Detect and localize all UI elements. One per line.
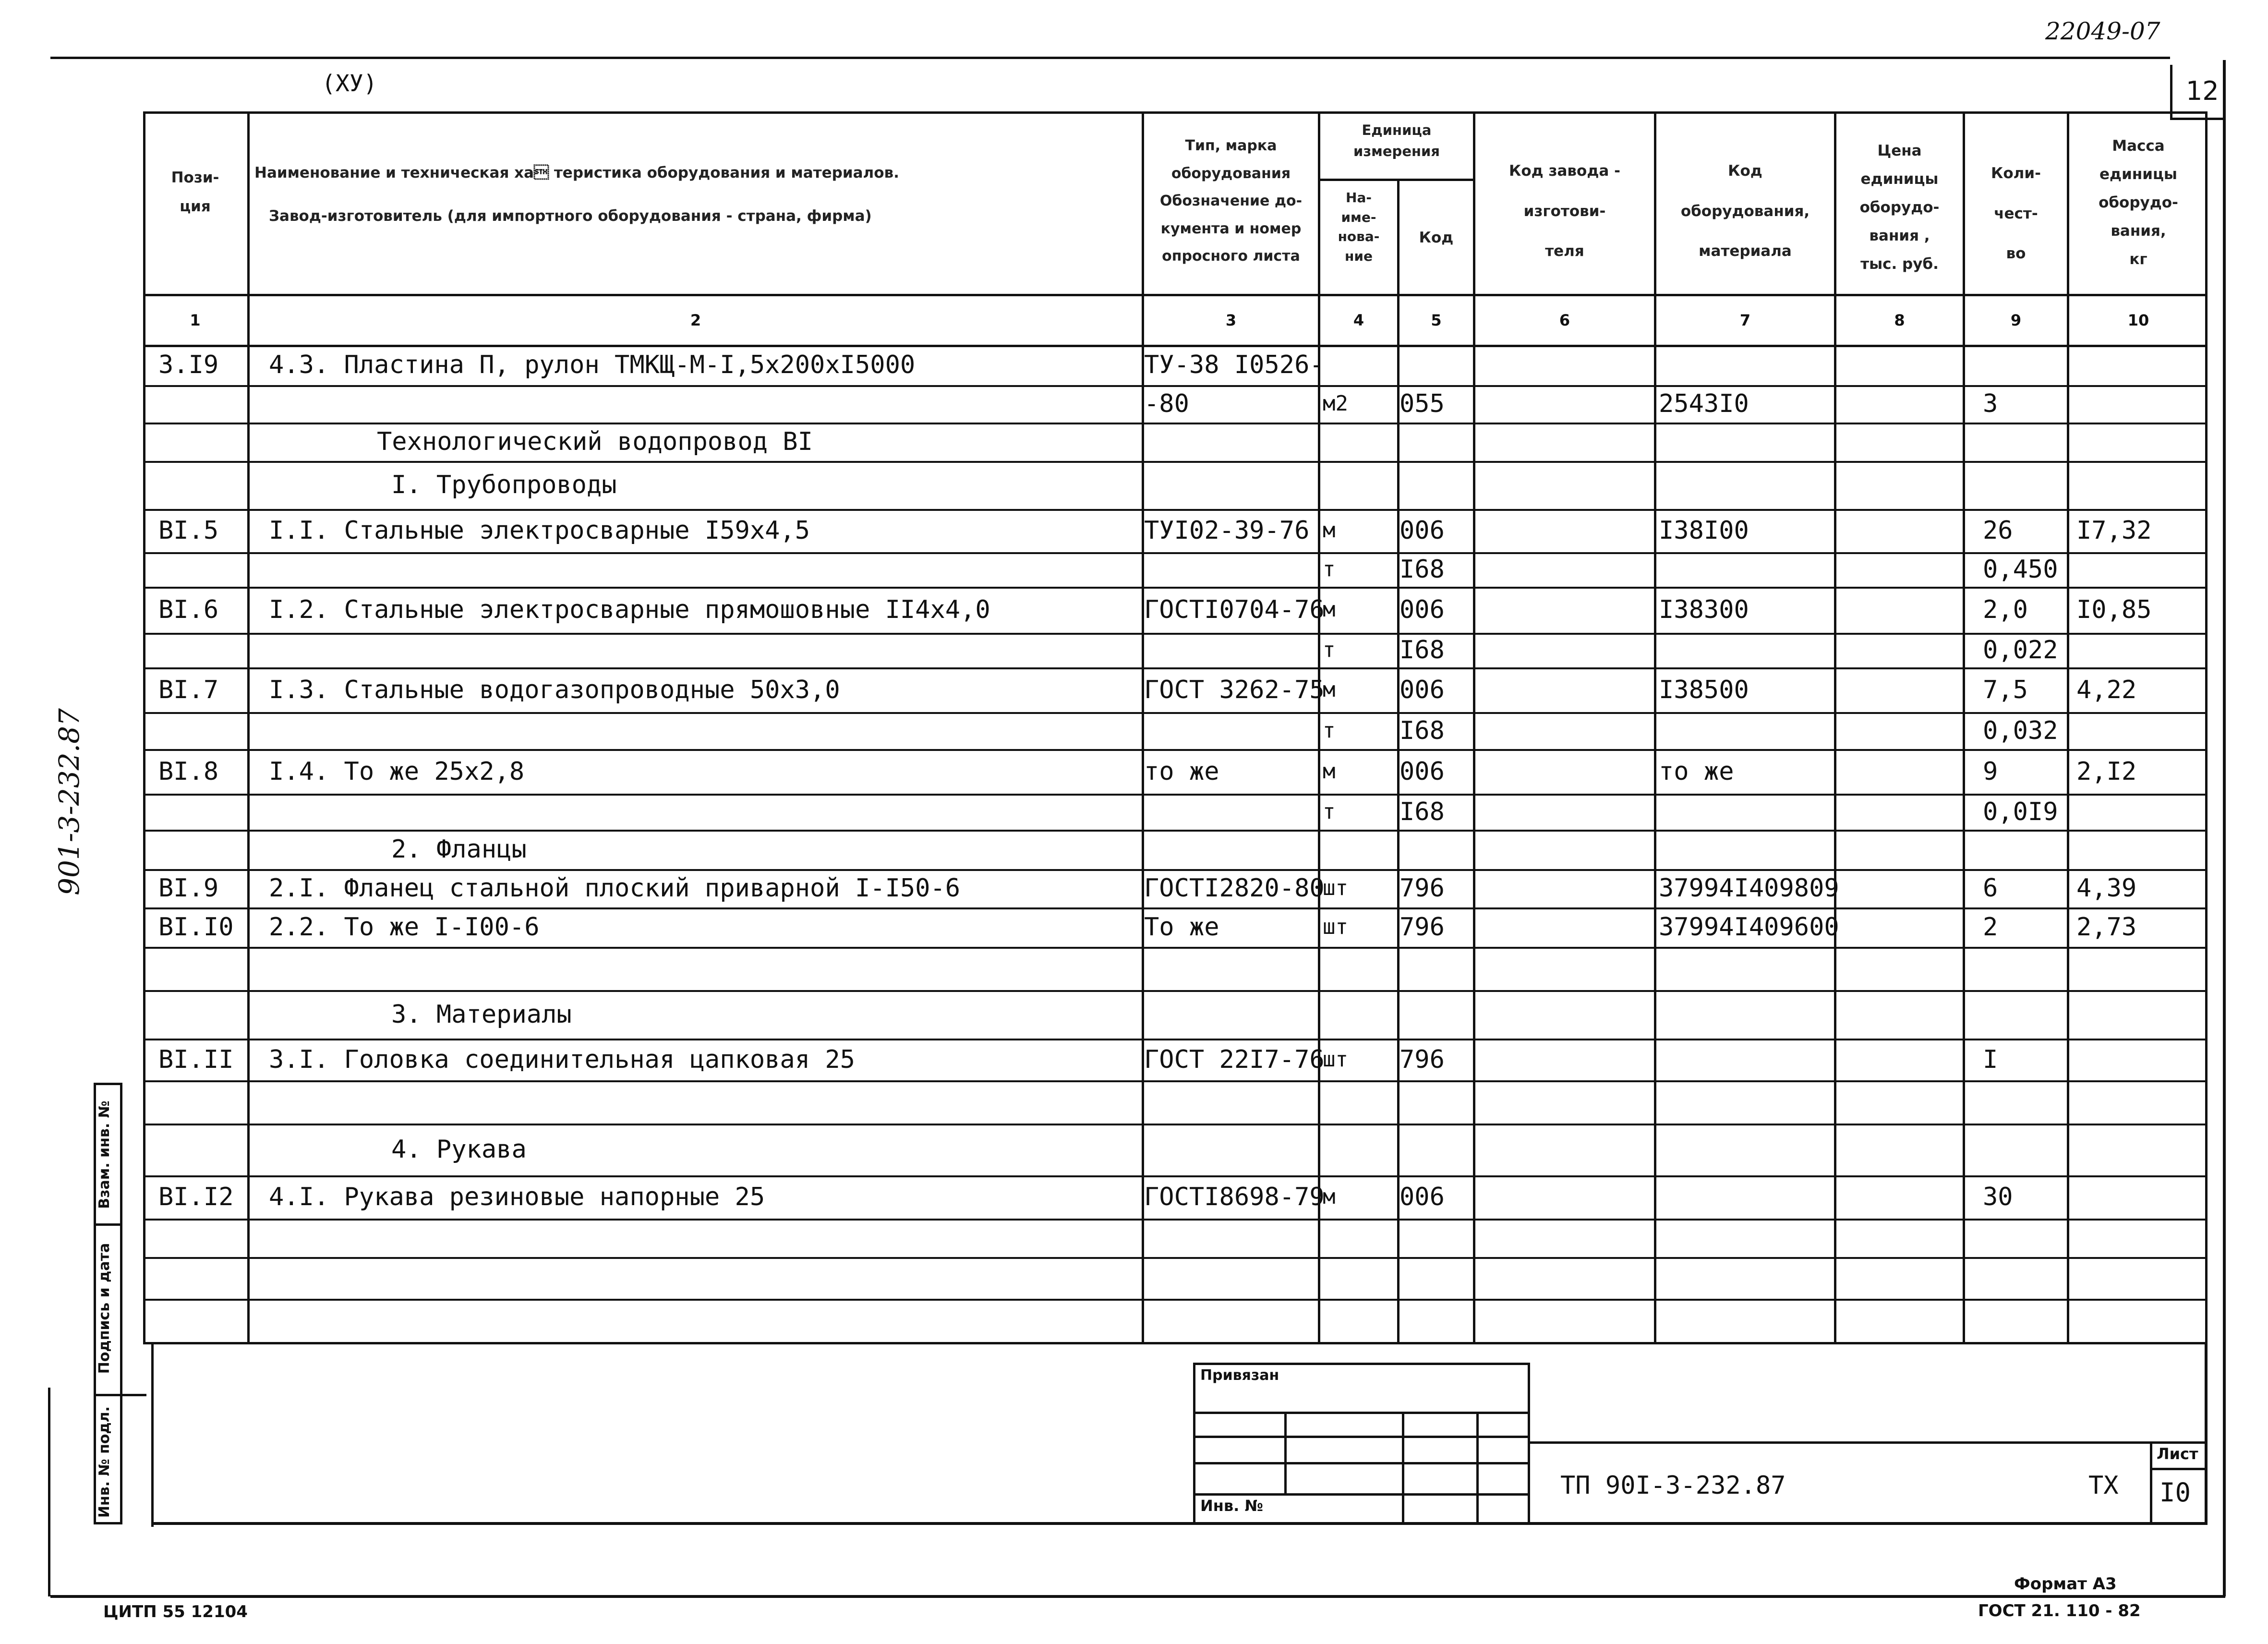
cell-unit: шт — [1323, 1047, 1348, 1072]
list-number: I0 — [2159, 1477, 2191, 1508]
cell-mass: 4,22 — [2076, 675, 2137, 704]
list-box-line — [2150, 1468, 2208, 1470]
cell-qty: 0,032 — [1983, 716, 2058, 745]
cell-ucode: 006 — [1399, 757, 1445, 786]
cell-pos: ВI.6 — [158, 595, 219, 624]
header-price: Цена единицы оборудо- вания , тыс. руб. — [1859, 142, 1940, 273]
footer-left: ЦИТП 55 12104 — [103, 1602, 248, 1621]
row-line — [143, 509, 2208, 511]
col-line — [1142, 111, 1144, 1344]
cell-code: 37994I409809 — [1659, 874, 1839, 903]
footer-gost: ГОСТ 21. 110 - 82 — [1978, 1601, 2141, 1620]
cell-qty: 0,022 — [1983, 636, 2058, 665]
header-name-line1: Наименование и техническая ха теристика оборудования и материалов. — [254, 164, 899, 181]
cell-ucode: 006 — [1399, 516, 1445, 545]
cell-ucode: 006 — [1399, 1183, 1445, 1211]
cell-code: I38I00 — [1659, 516, 1749, 545]
doc-code: ТП 90I-3-232.87 — [1560, 1471, 1786, 1500]
colnum-bottom-line — [143, 345, 2208, 347]
privyazan-line — [1402, 1412, 1404, 1524]
row-line — [143, 712, 2208, 714]
side-stamp-line — [120, 1083, 122, 1524]
header-unit-name: На- име- нова- ние — [1338, 190, 1380, 264]
row-line — [143, 587, 2208, 589]
privyazan-line — [1476, 1412, 1479, 1524]
cell-name: 4. Рукава — [391, 1135, 527, 1164]
cell-code: I38500 — [1659, 675, 1749, 704]
col-line — [1654, 111, 1656, 1344]
row-line — [143, 667, 2208, 669]
row-line — [143, 633, 2208, 635]
col-line — [2067, 111, 2069, 1344]
cell-unit: м — [1323, 597, 1336, 622]
cell-ucode: 796 — [1399, 874, 1445, 903]
cell-doc: то же — [1144, 757, 1219, 786]
cell-name: I.2. Стальные электросварные прямошовные II4х4,0 — [269, 595, 990, 624]
cell-ucode: I68 — [1399, 555, 1445, 584]
row-line — [143, 461, 2208, 463]
cell-name: I. Трубопроводы — [391, 471, 617, 499]
cell-unit: т — [1323, 557, 1336, 581]
col-line — [1834, 111, 1836, 1344]
header-unit-group: Единица измерения — [1353, 122, 1440, 159]
row-line — [143, 385, 2208, 387]
title-block-line — [1530, 1441, 2208, 1444]
side-code: 901-3-232.87 — [53, 708, 85, 895]
col-line — [1963, 111, 1965, 1344]
cell-ucode: I68 — [1399, 716, 1445, 745]
cell-qty: 6 — [1983, 874, 1998, 903]
stamp-bottom-line — [151, 1522, 2208, 1525]
cell-mass: 2,I2 — [2076, 757, 2137, 786]
cell-doc: То же — [1144, 913, 1219, 942]
sheet-top-number: 12 — [2186, 76, 2219, 106]
row-line — [143, 1039, 2208, 1040]
cell-doc: ГОСТ 22I7-76 — [1144, 1045, 1325, 1074]
stamp-right-line — [2205, 1344, 2208, 1525]
cell-unit: м — [1323, 518, 1336, 543]
cell-name: 4.I. Рукава резиновые напорные 25 — [269, 1183, 765, 1211]
cell-mass: I7,32 — [2076, 516, 2152, 545]
col-number: 2 — [690, 311, 701, 329]
unit-group-line — [1318, 179, 1474, 181]
frame-top-line — [50, 57, 2170, 59]
privyazan-label: Привязан — [1200, 1367, 1279, 1384]
cell-pos: ВI.9 — [158, 874, 219, 903]
cell-pos: ВI.I2 — [158, 1183, 234, 1211]
header-doc: Тип, марка оборудования Обозначение до- кумента и номер опросного листа — [1159, 137, 1303, 265]
col-number: 1 — [190, 311, 201, 329]
cell-code: 37994I409600 — [1659, 913, 1839, 942]
side-stamp-podpis: Подпись и дата — [96, 1243, 113, 1374]
cell-name: I.4. То же 25х2,8 — [269, 757, 525, 786]
cell-name: I.I. Стальные электросварные I59х4,5 — [269, 516, 810, 545]
cell-unit: м — [1323, 677, 1336, 702]
header-bottom-line — [143, 294, 2208, 296]
col-number: 5 — [1431, 311, 1442, 329]
cell-name: I.3. Стальные водогазопроводные 50х3,0 — [269, 675, 840, 704]
row-line — [143, 907, 2208, 909]
header-factory-code: Код завода - изготови- теля — [1509, 162, 1620, 260]
cell-name: 2. Фланцы — [391, 835, 527, 864]
cell-qty: 0,0I9 — [1983, 797, 2058, 826]
col-number: 9 — [2010, 311, 2022, 329]
corner-mark: 22049-07 — [2045, 17, 2160, 45]
cell-pos: ВI.I0 — [158, 913, 234, 942]
section-code: ТХ — [2088, 1471, 2119, 1500]
stamp-left-line — [151, 1344, 154, 1527]
frame-right-line — [2223, 60, 2226, 1596]
col-number: 8 — [1894, 311, 1905, 329]
cell-pos: ВI.7 — [158, 675, 219, 704]
cell-qty: 0,450 — [1983, 555, 2058, 584]
cell-qty: 30 — [1983, 1183, 2013, 1211]
cell-code: то же — [1659, 757, 1734, 786]
cell-doc: ГОСТI2820-80 — [1144, 874, 1325, 903]
cell-name: 2.I. Фланец стальной плоский приварной I-I50-6 — [269, 874, 961, 903]
cell-ucode: I68 — [1399, 636, 1445, 665]
cell-pos: ВI.5 — [158, 516, 219, 545]
row-line — [143, 1175, 2208, 1177]
cell-ucode: 796 — [1399, 913, 1445, 942]
row-line — [143, 1299, 2208, 1301]
cell-doc: -80 — [1144, 389, 1189, 418]
cell-pos: ВI.II — [158, 1045, 234, 1074]
cell-name: 3.I. Головка соединительная цапковая 25 — [269, 1045, 855, 1074]
cell-mass: 2,73 — [2076, 913, 2137, 942]
cell-name: 2.2. То же I-I00-6 — [269, 913, 540, 942]
row-line — [143, 423, 2208, 424]
row-line — [143, 830, 2208, 832]
frame-bottom-line — [50, 1595, 2225, 1598]
cell-qty: 2,0 — [1983, 595, 2028, 624]
header-qty: Коли- чест- во — [1991, 165, 2041, 263]
col-line — [1318, 111, 1320, 1344]
list-label: Лист — [2157, 1445, 2198, 1463]
cell-qty: 9 — [1983, 757, 1998, 786]
cell-unit: т — [1323, 799, 1336, 824]
privyazan-line — [1284, 1412, 1287, 1493]
col-number: 6 — [1559, 311, 1570, 329]
cell-mass: I0,85 — [2076, 595, 2152, 624]
privyazan-line — [1193, 1462, 1530, 1464]
list-box-line — [2150, 1441, 2152, 1523]
side-stamp-vzam: Взам. инв. № — [96, 1100, 113, 1209]
cell-unit: м2 — [1323, 391, 1348, 416]
cell-ucode: 796 — [1399, 1045, 1445, 1074]
col-number: 4 — [1353, 311, 1364, 329]
cell-qty: 7,5 — [1983, 675, 2028, 704]
cell-doc: ТУ-38 I0526- — [1144, 351, 1325, 379]
footer-format: Формат А3 — [2014, 1574, 2117, 1594]
cell-mass: 4,39 — [2076, 874, 2137, 903]
header-position: Пози- ция — [171, 169, 219, 216]
cell-doc: ГОСТI8698-79 — [1144, 1183, 1325, 1211]
header-name-line2: Завод-изготовитель (для импортного оборудования - страна, фирма) — [269, 207, 872, 225]
row-line — [143, 1219, 2208, 1221]
cell-unit: м — [1323, 1185, 1336, 1209]
cell-unit: м — [1323, 759, 1336, 784]
row-line — [143, 947, 2208, 949]
row-line — [143, 1257, 2208, 1259]
row-line — [143, 749, 2208, 751]
row-line — [143, 869, 2208, 871]
cell-qty: I — [1983, 1045, 1998, 1074]
header-mass: Масса единицы оборудо- вания, кг — [2099, 137, 2178, 268]
side-stamp-inv-podl: Инв. № подл. — [96, 1406, 113, 1518]
cell-ucode: I68 — [1399, 797, 1445, 826]
header-unit-code: Код — [1419, 229, 1454, 246]
col-line — [1473, 111, 1475, 1344]
cell-doc: ГОСТ 3262-75 — [1144, 675, 1325, 704]
col-number: 10 — [2127, 311, 2149, 329]
privyazan-line — [1193, 1436, 1530, 1438]
frame-left-line — [48, 1388, 50, 1596]
cell-ucode: 006 — [1399, 595, 1445, 624]
row-line — [143, 1080, 2208, 1082]
cell-ucode: 055 — [1399, 389, 1445, 418]
xy-mark: (ХУ) — [322, 70, 377, 97]
cell-ucode: 006 — [1399, 675, 1445, 704]
cell-name: 3. Материалы — [391, 1000, 572, 1029]
row-line — [143, 990, 2208, 992]
inv-no-label: Инв. № — [1200, 1497, 1263, 1515]
cell-unit: т — [1323, 718, 1336, 743]
cell-qty: 3 — [1983, 389, 1998, 418]
cell-unit: шт — [1323, 915, 1348, 939]
cell-qty: 26 — [1983, 516, 2013, 545]
cell-doc: ТУI02-39-76 — [1144, 516, 1310, 545]
cell-doc: ГОСТI0704-76 — [1144, 595, 1325, 624]
privyazan-line — [1193, 1412, 1530, 1414]
cell-name: Технологический водопровод ВI — [377, 427, 813, 456]
cell-unit: т — [1323, 638, 1336, 662]
cell-code: 2543I0 — [1659, 389, 1749, 418]
row-line — [143, 794, 2208, 796]
cell-pos: 3.I9 — [158, 351, 219, 379]
cell-qty: 2 — [1983, 913, 1998, 942]
col-number: 7 — [1739, 311, 1751, 329]
col-number: 3 — [1225, 311, 1237, 329]
row-line — [143, 552, 2208, 554]
cell-name: 4.3. Пластина П, рулон ТМКЩ-М-I,5х200хI5000 — [269, 351, 916, 379]
cell-unit: шт — [1323, 876, 1348, 900]
col-line — [247, 111, 250, 1344]
privyazan-line — [1193, 1493, 1530, 1496]
cell-code: I38300 — [1659, 595, 1749, 624]
row-line — [143, 1124, 2208, 1125]
header-equip-code: Код оборудования, материала — [1680, 162, 1810, 260]
cell-pos: ВI.8 — [158, 757, 219, 786]
